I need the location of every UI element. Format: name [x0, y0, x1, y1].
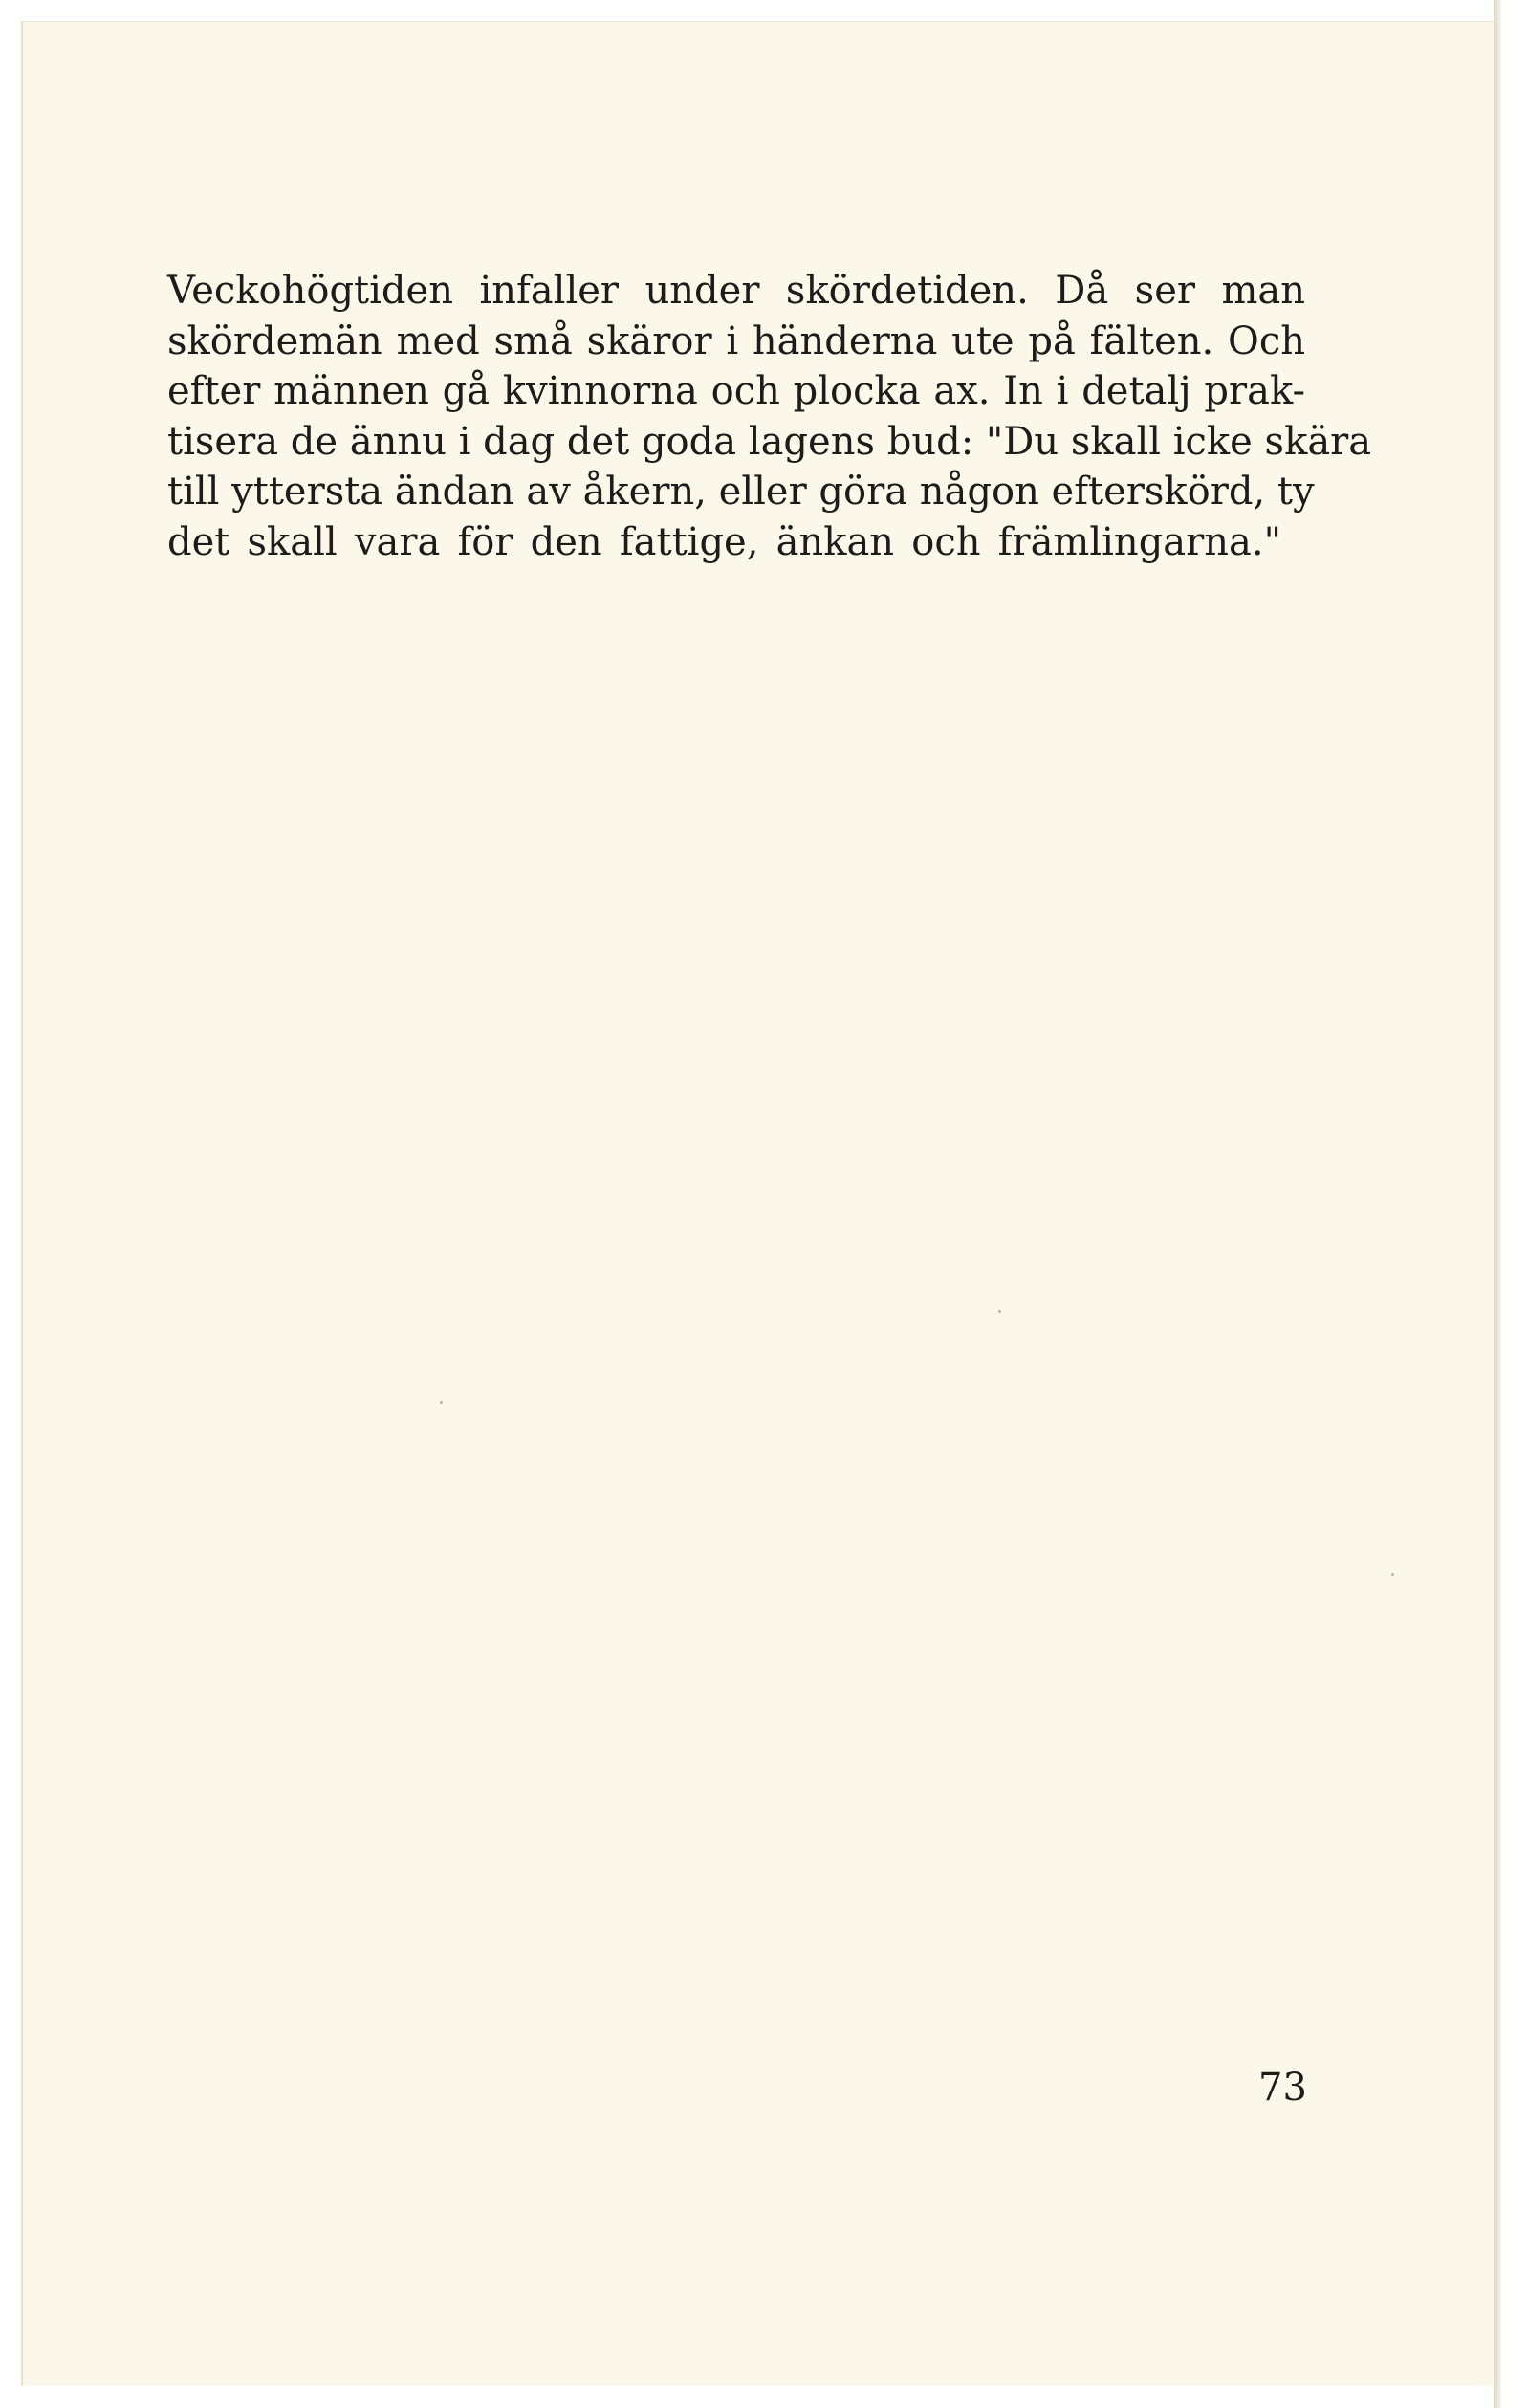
paragraph-line: till yttersta ändan av åkern, eller göra någon efterskörd, ty: [167, 470, 1315, 514]
paragraph-line: efter männen gå kvinnorna och plocka ax. In i detalj prak-: [167, 369, 1305, 413]
paper-speck: [998, 1310, 1001, 1313]
page-number: 73: [1258, 2066, 1307, 2110]
paragraph-line: skördemän med små skäror i händerna ute på fälten. Och: [167, 318, 1305, 363]
paper-speck: [1391, 1573, 1394, 1576]
paragraph-line: Veckohögtiden infaller under skördetiden. Då ser man: [167, 269, 1305, 313]
paragraph-line: det skall vara för den fattige, änkan och främlingarna.": [167, 519, 1281, 564]
page-edge-shadow: [1494, 0, 1501, 2408]
body-paragraph: [167, 266, 1372, 567]
paper-speck: [440, 1401, 443, 1404]
paragraph-line: tisera de ännu i dag det goda lagens bud: "Du skall icke skära: [167, 419, 1372, 464]
